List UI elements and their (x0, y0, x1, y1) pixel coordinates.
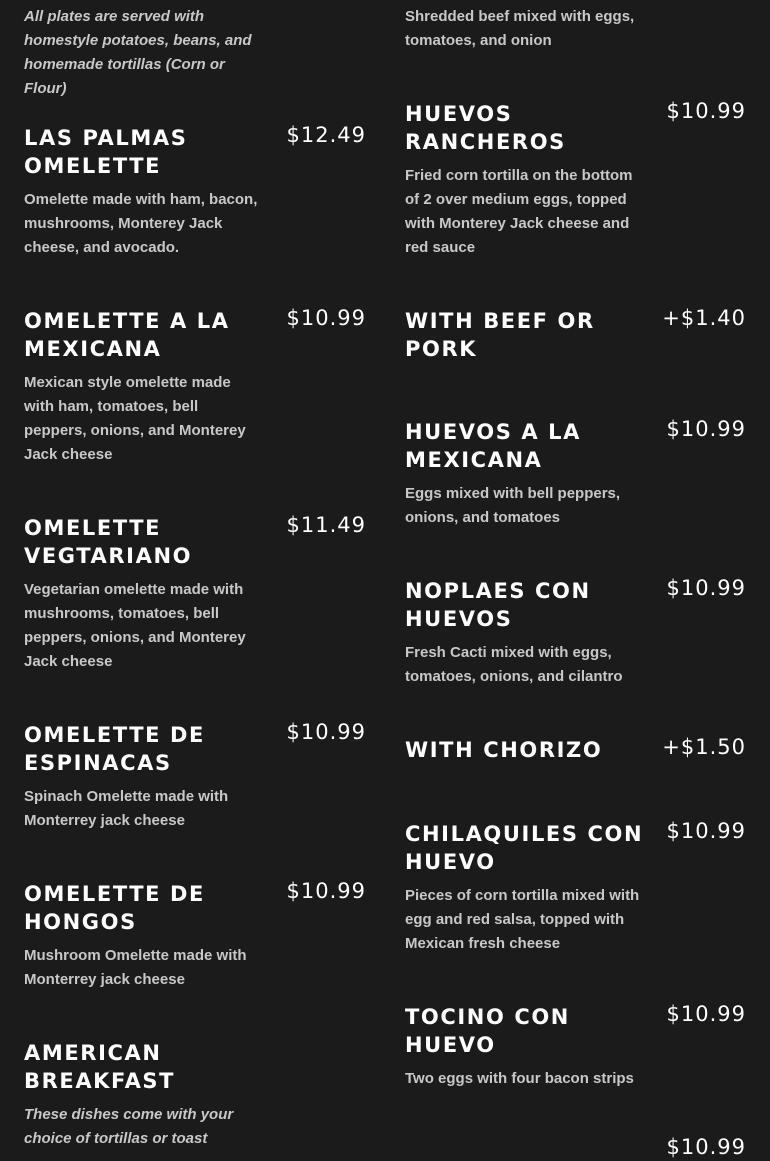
item-price: $10.99 (666, 99, 746, 123)
item-name: CHILAQUILES CON HUEVO (405, 822, 644, 874)
item-description: Fried corn tortilla on the bottom of 2 over medium eggs, topped with Monterey Jack cheese and red sauce (405, 167, 633, 256)
item-description: Shredded beef mixed with eggs, tomatoes, and onion (405, 8, 635, 49)
item-price: $10.99 (286, 879, 366, 903)
item-description: Mexican style omelette made with ham, tomatoes, bell peppers, onions, and Monterey Jack cheese (24, 374, 246, 463)
section-note: These dishes come with your choice of tortillas or toast (24, 1106, 234, 1147)
item-name: WITH CHORIZO (405, 738, 603, 762)
item-name: WITH BEEF OR PORK (405, 309, 595, 361)
item-price: $10.99 (666, 1135, 746, 1159)
item-name: NOPLAES CON HUEVOS (405, 579, 591, 631)
item-name: OMELETTE A LA MEXICANA (24, 309, 230, 361)
item-price: $10.99 (666, 417, 746, 441)
item-price: $10.99 (666, 1002, 746, 1026)
item-price: $10.99 (286, 720, 366, 744)
item-name: OMELETTE DE HONGOS (24, 882, 205, 934)
item-description: Mushroom Omelette made with Monterrey jack cheese (24, 947, 247, 988)
item-name: HUEVOS A LA MEXICANA (405, 420, 581, 472)
item-price: $10.99 (666, 576, 746, 600)
item-name: LAS PALMAS OMELETTE (24, 126, 188, 178)
section-note: All plates are served with homestyle potatoes, beans, and homemade tortillas (Corn or Flour) (24, 8, 252, 97)
item-description: Spinach Omelette made with Monterrey jack cheese (24, 788, 229, 829)
item-name: HUEVOS RANCHEROS (405, 102, 566, 154)
item-price: +$1.40 (662, 306, 746, 330)
item-description: Vegetarian omelette made with mushrooms, tomatoes, bell peppers, onions, and Monterey Jack cheese (24, 581, 246, 670)
item-description: Fresh Cacti mixed with eggs, tomatoes, onions, and cilantro (405, 644, 623, 685)
item-description: Pieces of corn tortilla mixed with egg and red salsa, topped with Mexican fresh cheese (405, 887, 640, 952)
item-price: $11.49 (286, 513, 366, 537)
item-price: $12.49 (286, 123, 366, 147)
item-name: TOCINO CON HUEVO (405, 1005, 570, 1057)
item-price: +$1.50 (662, 735, 746, 759)
item-price: $10.99 (666, 819, 746, 843)
section-heading: AMERICAN BREAKFAST (24, 1041, 176, 1093)
item-name: OMELETTE DE ESPINACAS (24, 723, 205, 775)
item-description: Two eggs with four bacon strips (405, 1070, 634, 1087)
item-description: Omelette made with ham, bacon, mushrooms, Monterey Jack cheese, and avocado. (24, 191, 258, 256)
item-name: OMELETTE VEGTARIANO (24, 516, 193, 568)
item-price: $10.99 (286, 306, 366, 330)
item-description: Eggs mixed with bell peppers, onions, and tomatoes (405, 485, 621, 526)
